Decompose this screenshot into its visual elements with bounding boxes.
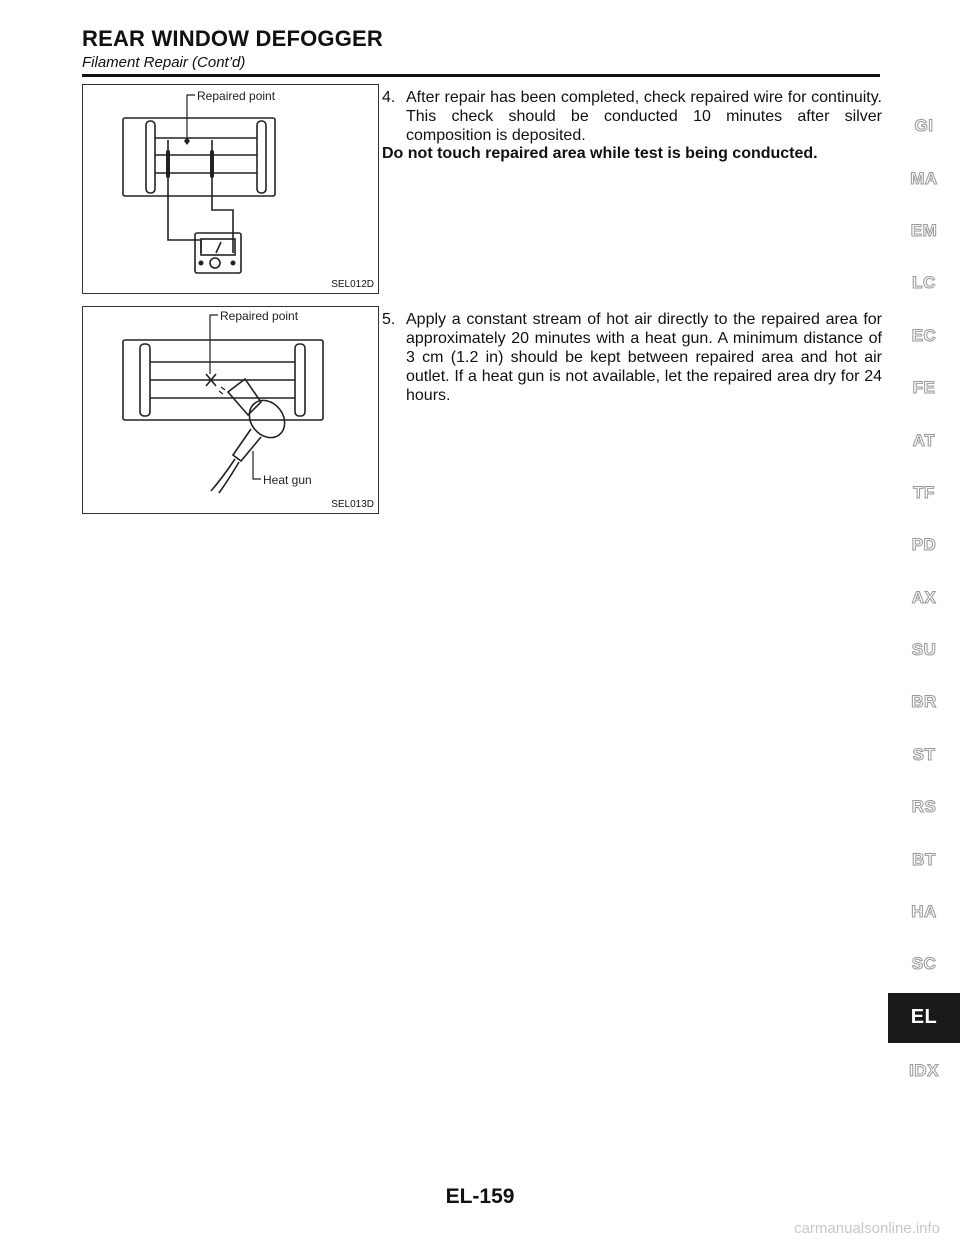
page-header	[82, 26, 882, 71]
section-tab-gi[interactable]: GI	[914, 116, 934, 136]
section-tab-ha[interactable]: HA	[911, 902, 937, 922]
page-title: REAR WINDOW DEFOGGER	[82, 26, 383, 51]
figure-code: SEL013D	[331, 499, 374, 510]
figure-continuity-check	[82, 84, 379, 294]
section-tab-su[interactable]: SU	[911, 640, 937, 660]
section-tab-ma[interactable]: MA	[910, 168, 938, 188]
fig2-label-heat-gun: Heat gun	[263, 473, 312, 487]
section-tab-sc[interactable]: SC	[911, 954, 937, 974]
figure-heat-gun	[82, 306, 379, 514]
section-tab-idx[interactable]: IDX	[909, 1060, 939, 1080]
step-text: After repair has been completed, check repaired wire for continuity. This check should be conducted 10 minutes after silver composition is deposited.	[406, 89, 882, 144]
section-tab-em[interactable]: EM	[910, 220, 938, 240]
watermark: carmanualsonline.info	[794, 1220, 940, 1237]
figure-code: SEL012D	[331, 279, 374, 290]
heat-gun-illustration	[83, 307, 378, 513]
section-tab-lc[interactable]: LC	[912, 273, 936, 293]
section-tab-bt[interactable]: BT	[912, 849, 936, 869]
step-text: Apply a constant stream of hot air directly to the repaired area for approximately 20 minutes with a heat gun. A minimum distance of 3 cm (1.2 in) should be kept between repaired area and hot air outlet. If a heat gun is not available, let the repaired area dry for 24 hours.	[406, 311, 882, 404]
step-number: 4.	[382, 89, 396, 106]
section-tab-ec[interactable]: EC	[911, 325, 937, 345]
section-tab-at[interactable]: AT	[912, 430, 936, 450]
section-tab-rs[interactable]: RS	[911, 797, 937, 817]
section-tab-el-active[interactable]: EL	[888, 993, 960, 1043]
section-tab-pd[interactable]: PD	[911, 535, 937, 555]
section-tab-fe[interactable]: FE	[912, 378, 936, 398]
section-tab-st[interactable]: ST	[912, 744, 936, 764]
section-tab-ax[interactable]: AX	[911, 587, 937, 607]
fig1-label-repaired-point: Repaired point	[197, 89, 276, 103]
header-rule	[82, 74, 880, 77]
page-subtitle: Filament Repair (Cont’d)	[82, 54, 246, 71]
section-index-sidebar	[888, 100, 960, 1097]
warning-note: Do not touch repaired area while test is being conducted.	[382, 145, 818, 162]
step-5	[382, 310, 882, 405]
section-tab-br[interactable]: BR	[911, 692, 937, 712]
page-number: EL-159	[445, 1185, 515, 1208]
step-4	[382, 88, 882, 145]
step-number: 5.	[382, 311, 396, 328]
continuity-check-illustration	[83, 85, 378, 293]
fig2-label-repaired-point: Repaired point	[220, 309, 299, 323]
section-tab-tf[interactable]: TF	[913, 482, 935, 502]
